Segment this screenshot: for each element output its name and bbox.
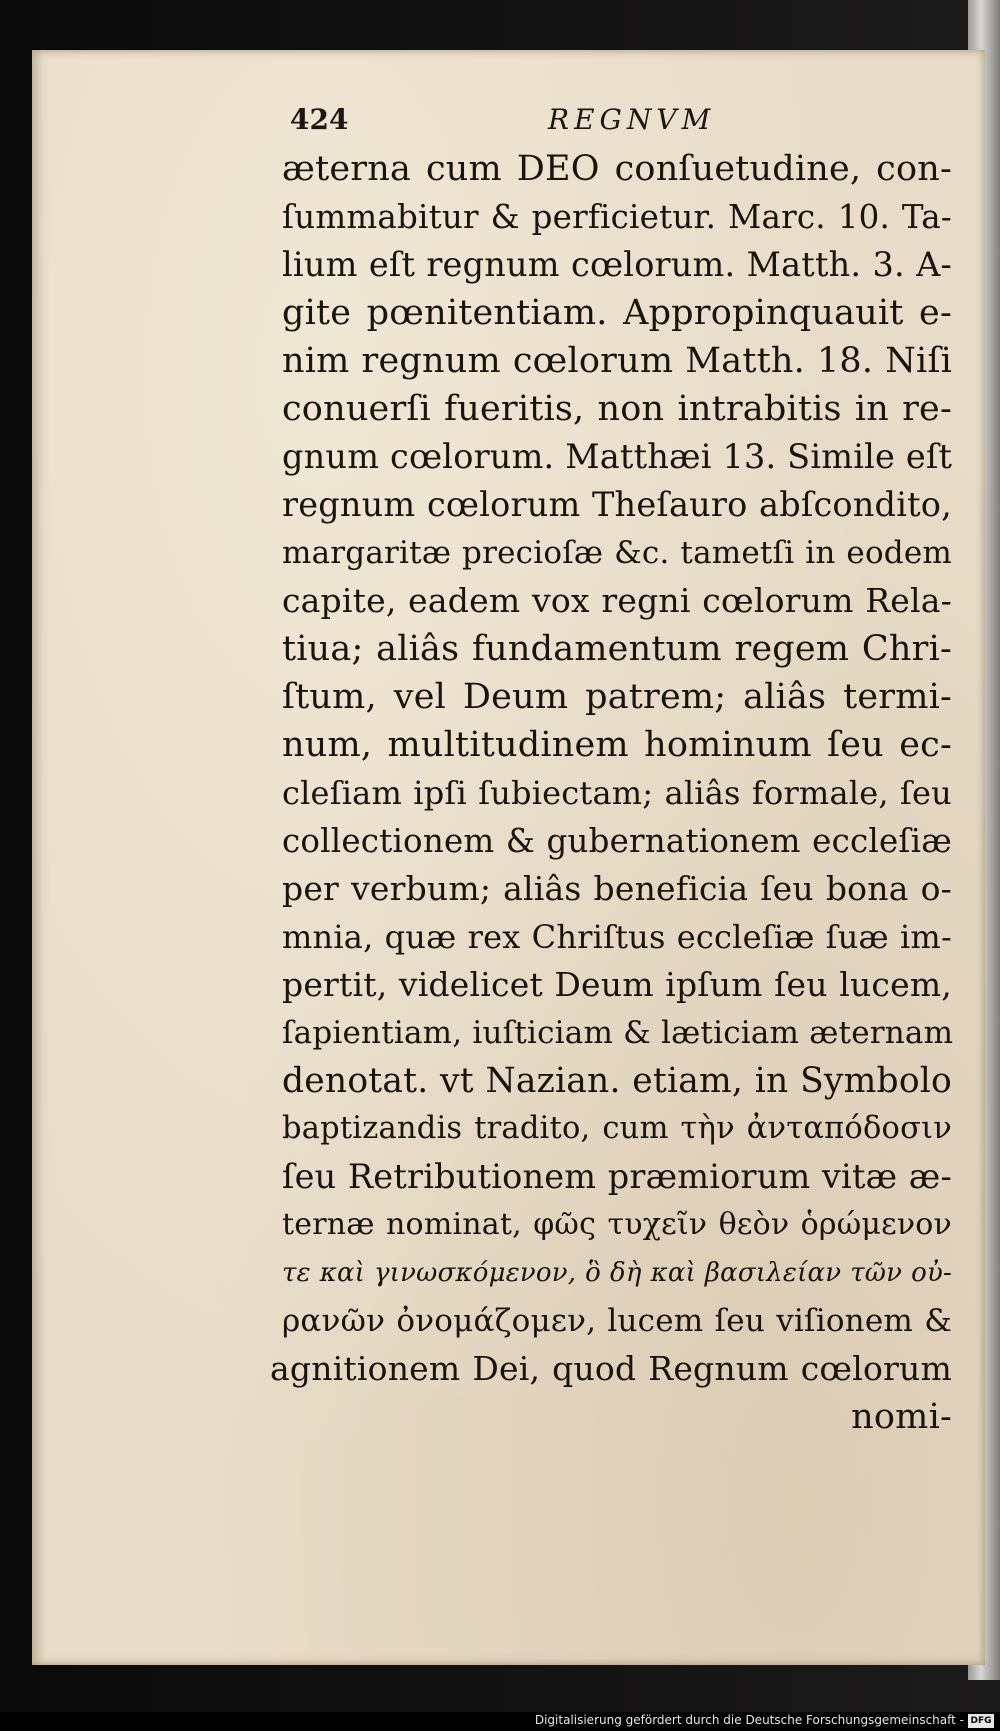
catchword: nomi- (851, 1397, 952, 1437)
footer-bar (0, 1712, 1000, 1731)
text-line: regnum cœlorum Theſauro abſcondito, (282, 485, 952, 524)
text-line: nim regnum cœlorum Matth. 18. Niſi (282, 341, 952, 381)
text-line: cleſiam ipſi ſubiectam; aliâs formale, ſeu (282, 774, 952, 812)
text-line: per verbum; aliâs beneficia ſeu bona o- (282, 869, 952, 908)
text-line: margaritæ precioſæ &c. tametſi in eodem (282, 535, 952, 571)
text-line: ſeu Retributionem præmiorum vitæ æ- (282, 1157, 952, 1196)
text-line: ſapientiam, iuſticiam & læticiam æternam (282, 1015, 954, 1051)
text-line: ſtum, vel Deum patrem; aliâs termi- (282, 677, 952, 717)
text-line-greek: τε καὶ γινωσκόμενον, ὃ δὴ καὶ βασιλείαν τῶν οὐ- (282, 1258, 952, 1288)
text-line: agnitionem Dei, quod Regnum cœlorum (270, 1349, 952, 1388)
text-line: capite, eadem vox regni cœlorum Rela- (282, 581, 952, 620)
text-line: baptizandis tradito, cum τὴν ἀνταπόδοσιν (282, 1111, 952, 1146)
text-line: ternæ nominat, φῶς τυχεῖν θεὸν ὁρώμενον (282, 1207, 952, 1242)
funding-credit: Digitalisierung gefördert durch die Deutsche Forschungsgemeinschaft - (534, 1713, 964, 1727)
text-line: tiua; aliâs fundamentum regem Chri- (282, 629, 952, 669)
text-line: denotat. vt Nazian. etiam, in Symbolo (282, 1061, 952, 1101)
text-line: æterna cum DEO conſuetudine, con- (282, 149, 952, 189)
text-line: collectionem & gubernationem eccleſiæ (282, 822, 952, 860)
text-line: gite pœnitentiam. Appropinquauit e- (282, 293, 952, 333)
text-line: conuerſi fueritis, non intrabitis in re- (282, 389, 952, 429)
text-line: ſummabitur & perficietur. Marc. 10. Ta- (282, 198, 952, 236)
text-line: gnum cœlorum. Matthæi 13. Simile eſt (282, 437, 953, 476)
page-header (290, 103, 890, 139)
text-line: lium eſt regnum cœlorum. Matth. 3. A- (282, 245, 952, 284)
running-head: REGNVM (548, 103, 716, 136)
text-line: pertit, videlicet Deum ipſum ſeu lucem, (282, 965, 952, 1004)
dfg-logo-icon: DFG (968, 1714, 994, 1728)
page-number: 424 (290, 103, 349, 136)
text-line: ρανῶν ὀνομάζομεν, lucem ſeu viſionem & (282, 1303, 952, 1339)
text-line: num, multitudinem hominum ſeu ec- (282, 725, 952, 765)
body-text (270, 145, 954, 1441)
text-line: mnia, quæ rex Chriſtus eccleſiæ ſuæ im- (282, 918, 952, 956)
